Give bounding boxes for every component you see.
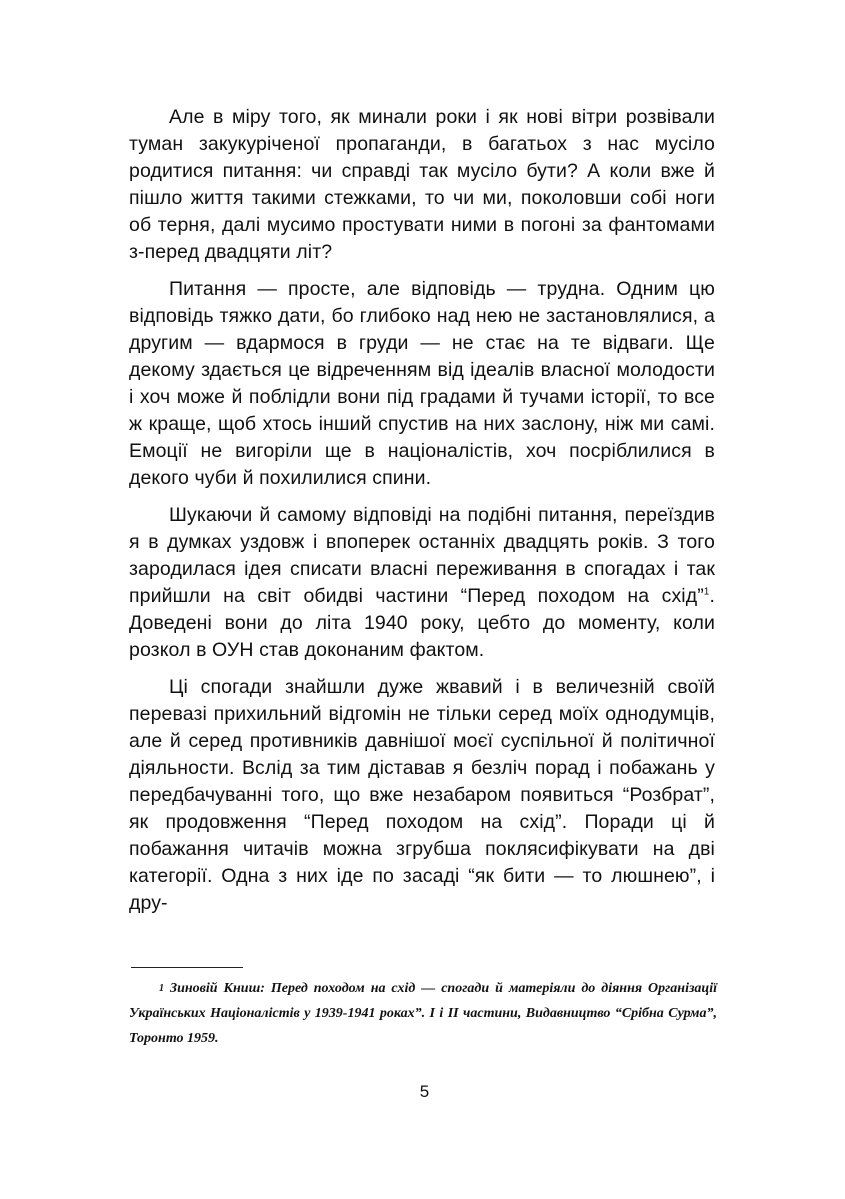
paragraph-3-text-after: . Доведені вони до літа 1940 року, цебто до моменту, коли розкол в ОУН став доконаним фактом. (129, 585, 715, 661)
footnote-reference[interactable]: 1 (703, 586, 710, 598)
paragraph-3 (129, 502, 715, 664)
body-text (129, 104, 715, 917)
paragraph-1: Але в міру того, як минали роки і як нові вітри розвівали туман закукуріченої пропаганди, в багатьох з нас мусіло родитися питання: чи справді так мусіло бути? А коли вже й пішло життя такими стежками, то чи ми, поколовши собі ноги об терня, далі мусимо простувати ними в погоні за фантомами з-перед двадцяти літ? (129, 106, 715, 263)
footnote-text: Зиновій Книш: Перед походом на схід — спогади й матеріяли до діяння Організації Українських Націоналістів у 1939-1941 роках”. I і II частини, Видавництво “Срібна Сурма”, Торонто 1959. (129, 981, 717, 1046)
paragraph-2: Питання — просте, але відповідь — трудна. Одним цю відповідь тяжко дати, бо глибоко над нею не застановлялися, а другим — вдармося в груди — не стає на те відваги. Ще декому здається це відреченням від ідеалів власної молодости і хоч може й поблідли вони під градами й тучами історії, то все ж краще, щоб хтось інший спустив на них заслону, ніж ми самі. Емоції не вигоріли ще в націоналістів, хоч посріблилися в декого чуби й похилилися спини. (129, 278, 715, 489)
footnote-divider (131, 967, 243, 968)
footnote (129, 976, 717, 1051)
page-number: 5 (419, 1082, 430, 1101)
paragraph-3-text-before: Шукаючи й самому відповіді на подібні питання, переїздив я в думках уздовж і впоперек останніх двадцять років. З того зародилася ідея списати власні переживання в спогадах і так прийшли на світ обидві частини “Перед походом на схід” (129, 504, 715, 607)
paragraph-4: Ці спогади знайшли дуже жвавий і в величезній своїй перевазі прихильний відгомін не тільки серед моїх однодумців, але й серед противників давнішої моєї суспільної й політичної діяльности. Вслід за тим діставав я безліч порад і побажань у передбачуванні того, що вже незабаром появиться “Розбрат”, як продовження “Перед походом на схід”. Поради ці й побажання читачів можна згрубша поклясифікувати на дві категорії. Одна з них іде по засаді “як бити — то люшнею”, і дру- (129, 676, 715, 914)
footnote-mark: 1 (159, 983, 164, 994)
